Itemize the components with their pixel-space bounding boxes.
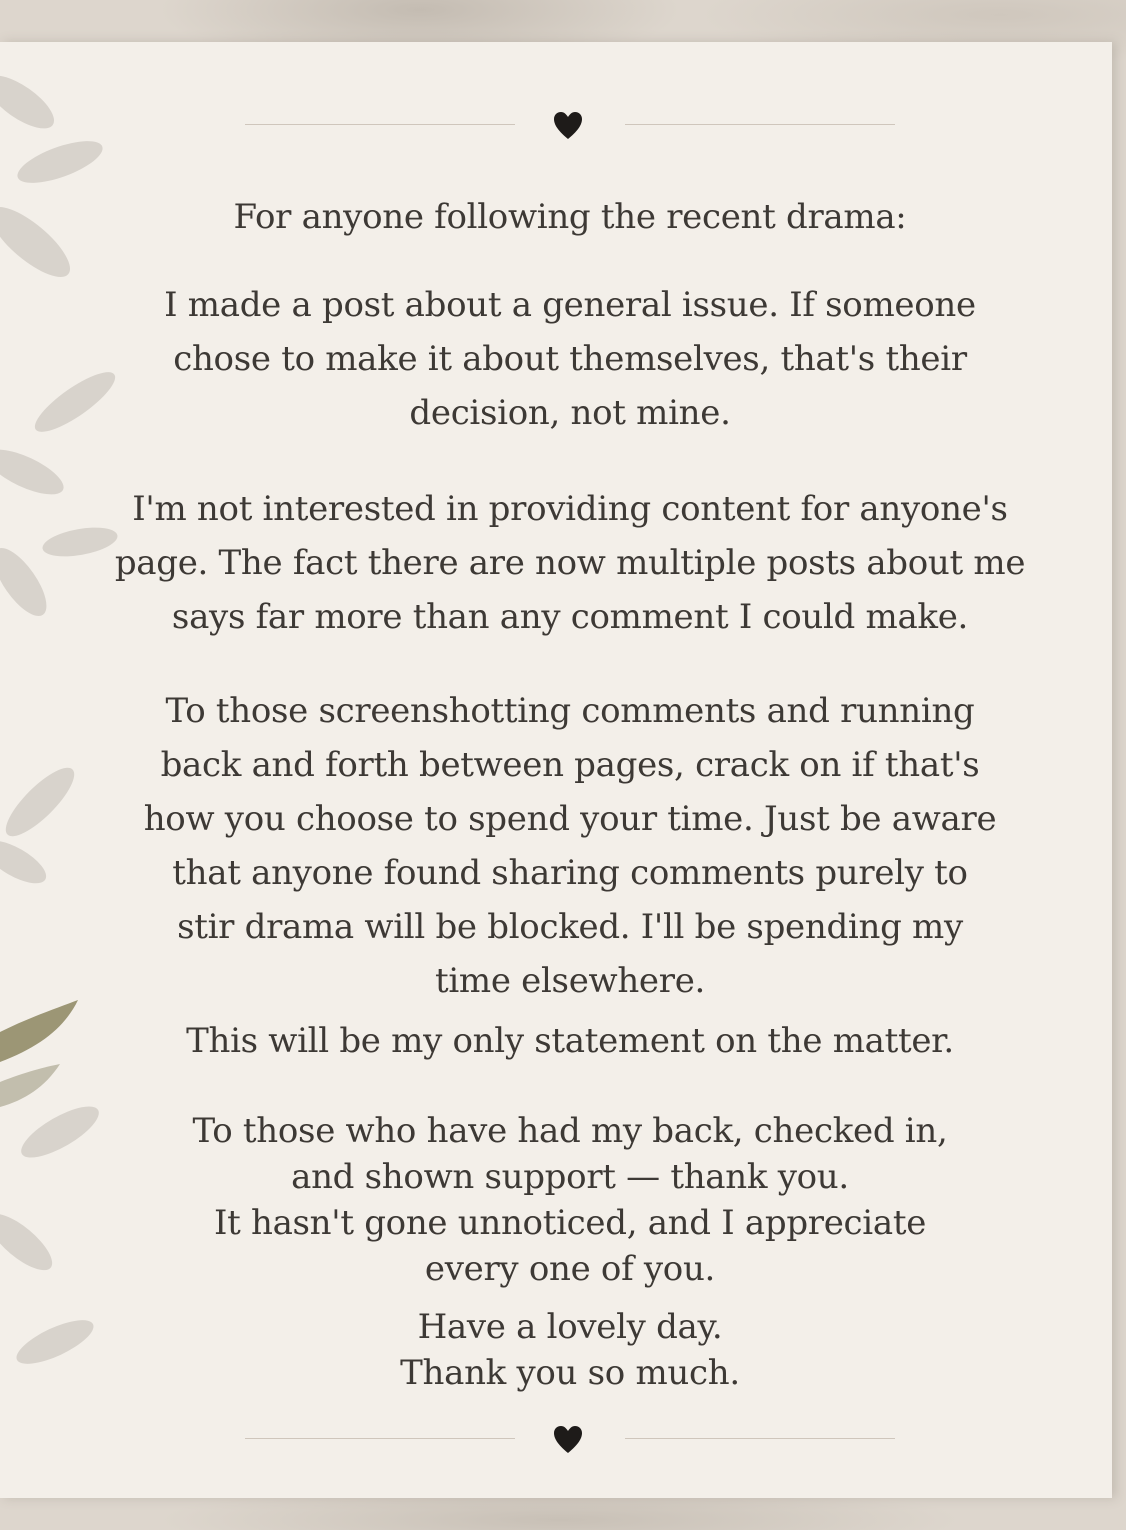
top-divider [0, 105, 1112, 145]
heart-icon [551, 1423, 585, 1457]
note-paragraph-thank-supporters: To those who have had my back, checked in, and shown support — thank you. It hasn't gone unnoticed, and I appreciate every one of you. [192, 1111, 948, 1289]
divider-line-right [625, 124, 895, 125]
note-sign-off: Have a lovely day. Thank you so much. [400, 1307, 740, 1393]
note-card [0, 42, 1112, 1498]
note-paragraph-general-issue: I made a post about a general issue. If someone chose to make it about themselves, that's their decision, not mine. [164, 285, 976, 433]
note-paragraph-content: I'm not interested in providing content for anyone's page. The fact there are now multiple posts about me says far more than any comment I could make. [114, 489, 1026, 637]
note-heading: For anyone following the recent drama: [233, 197, 907, 237]
divider-line-left [245, 1438, 515, 1439]
divider-line-right [625, 1438, 895, 1439]
note-paragraph-only-statement: This will be my only statement on the matter. [186, 1021, 954, 1061]
heart-icon [551, 109, 585, 143]
divider-line-left [245, 124, 515, 125]
bottom-divider [0, 1419, 1112, 1459]
note-paragraph-screenshotting: To those screenshotting comments and running back and forth between pages, crack on if that's how you choose to spend your time. Just be aware that anyone found sharing comments purely to stir drama will be blocked. I'll be spending my time elsewhere. [143, 691, 997, 1001]
